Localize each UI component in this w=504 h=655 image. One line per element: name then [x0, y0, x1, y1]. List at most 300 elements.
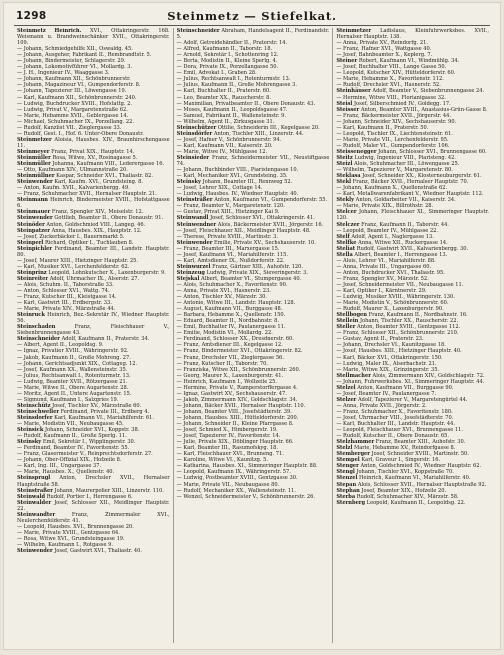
entry-details: Anton, Goldschmied IV., Wiedner Hauptstr. 62. — [360, 463, 482, 470]
entry-surname: Stelcer — [336, 209, 357, 216]
entry-details: Ladislaus, Kleinfuhrwerksbes. XVII., Hernalser Hauptstr. 138. — [336, 28, 490, 41]
entry-details: Richard, Optiker I., Tuchlauben 8. — [44, 239, 134, 246]
entry-details: Johanna, Kaufmann VIII., Lederergasse 16. — [52, 161, 165, 168]
entry-details: — Franz, Bindermeister XVI., Ottakringerstr. 82. — [176, 348, 303, 355]
entry-details: — Johann, Fuhrwerksbes. XI., Simmeringer Hauptstr. 44. — [336, 378, 485, 385]
entry-details: — Franz, Amtsdiener III., Kegelgasse 12. — [176, 342, 283, 349]
entry-surname: Steinsdörfer — [176, 130, 213, 137]
entry-details: — Emil, Advokat I., Graben 28. — [176, 70, 257, 77]
directory-entry — [177, 28, 330, 40]
entry-surname: Stejskal — [176, 275, 200, 282]
entry-details: Johann, Tischler XVI., Koppstraße 70. — [356, 469, 454, 476]
entry-surname: Steinmann — [17, 197, 49, 204]
entry-details: Heinrich, Kaufmann VI., Mariahilferstr. 40. — [359, 475, 471, 482]
entry-details: Franz, Fleischhauer V., Siebenbrunnengasse 43. — [17, 324, 170, 337]
entry-details: — Johann, Beamter VIII., Josefstädterstr. 39. — [176, 408, 292, 415]
entry-surname: Steller — [336, 324, 356, 331]
entry-details: — Franz, Bäckermeister XVII., Jörgerstr. 44. — [336, 112, 451, 119]
entry-surname: Stenger — [336, 463, 359, 470]
entry-details: Anton, Goldarbeiter VII., Kaiserstr. 34. — [355, 197, 456, 204]
entry-details: — Dora, Private IX., Porzellangasse 50. — [176, 64, 279, 71]
entry-surname: Stelzhammer — [336, 439, 375, 446]
entry-details: Heinrich, Bez.-Sekretär IV., Wiedner Hauptstr. 56. — [17, 312, 170, 325]
entry-surname: Steinschütz — [17, 402, 51, 409]
entry-surname: Steinsdorfer — [17, 415, 53, 421]
entry-details: — Rudolf, Kutscher II., Obere Donaustr. 65. — [336, 433, 449, 440]
entry-details: Gottlieb, Beamter II., Obere Donaustr. 91. — [54, 215, 164, 222]
entry-details: Alois, Schuhmacher III., Löwengasse 25. — [354, 161, 460, 168]
entry-details: — Wilhelm, Tapezierer V., Margaretenstr. 80. — [336, 167, 453, 174]
directory-entry — [177, 155, 330, 167]
entry-details: Josef, Schneider XX., Klosterneuburgerstr. 61. — [362, 173, 482, 180]
entry-surname: Steinperl — [17, 239, 44, 246]
entry-details: — Ludwig, Maler IX., Alserbachstr. 21. — [336, 360, 437, 367]
entry-details: — Franziska, Witwe XII., Schönbrunnerstr. 260. — [176, 366, 301, 373]
entry-details: Rudolf, Schuhmacher XIV., Märzstr. 58. — [356, 493, 459, 500]
entry-surname: Steinwald — [17, 493, 46, 500]
entry-details: — Karl, Buchhalter III., Landstr. Hauptstr. 44. — [336, 421, 455, 428]
entry-details: — Josef, Tapezierer IV., Favoritenstr. 14. — [176, 433, 281, 440]
entry-details: Karl, Graveur I., Singerstr. 16. — [361, 457, 441, 464]
entry-details: — Antonie, Witwe III., Landstr. Hauptstr. 128. — [176, 300, 296, 307]
entry-details: — Michael, Schuhmacher IX., Porzellang. 22. — [17, 118, 134, 125]
directory-entry — [17, 500, 170, 512]
column-2 — [173, 28, 333, 643]
entry-surname: Stellmacher — [336, 372, 371, 379]
column-3 — [332, 28, 492, 643]
entry-details: — Josef, Schneidermeister VII., Neubaugasse 11. — [336, 281, 464, 288]
entry-details: — Therese, Private XVIII., Martinstr. 3. — [176, 233, 278, 240]
entry-details: XVI., Ottakringerstr. 168. Weismann u. Brandweinschänker XVII., Ottakringerstr. 109. — [17, 28, 170, 47]
entry-details: — Ferdinand, Beamter IV., Favoritenstr. 55. — [17, 445, 130, 452]
directory-entry — [336, 28, 489, 40]
entry-details: — Marie, Private XIV., Märzstraße 44. — [17, 306, 116, 313]
entry-details: — Leopold, Kaufmann IX., Währingerstr. 57. — [176, 469, 291, 476]
entry-details: — Hermine, Private V., Ramperstorffergasse 4. — [176, 384, 298, 391]
entry-details: — Anna, Private XVII., Jörgerstr. 2. — [336, 402, 427, 409]
entry-details: — Alois, Lehrer VI., Mariahilferstr. 88. — [336, 257, 436, 264]
entry-details: Franz, Privat XIX., Hauptstr. 14. — [51, 148, 135, 155]
directory-entry — [177, 494, 330, 500]
entry-details: — Johann, Ausgeher, Fabrikant II., Rembrandtstr. 5. — [17, 52, 152, 59]
entry-details: — Johann, Ober-Offizial XIX., Hofzeile 8. — [17, 457, 122, 464]
entry-details: — Anton, Tischler XV., Märzstr. 30. — [176, 294, 267, 301]
entry-details: — August, Kaufmann VII., Burggasse 48. — [176, 306, 283, 313]
entry-details: Johann, Beamter III., Rennweg 52. — [202, 179, 293, 186]
entry-details: — Georg, Maurer X., Laxenburgerstr. 41. — [176, 372, 284, 379]
entry-details: Rudolf, Gastwirt XVII., Kalvarienbergg. 30. — [356, 245, 469, 252]
entry-details: — Leopold, Hausbes. XVI., Brunnengasse 20. — [17, 523, 134, 530]
entry-details: Ludwig, Ingenieur VIII., Piaristeng. 42. — [354, 154, 456, 161]
entry-surname: Steinmeyer — [17, 148, 50, 155]
entry-details: — Karl, Bäcker XVI., Ottakringerstr. 150. — [336, 354, 443, 361]
directory-columns — [14, 28, 492, 643]
directory-entry — [17, 475, 170, 487]
entry-details: Rosa, Witwe, XV., Rosinagasse 5. — [52, 154, 138, 161]
entry-surname: Stenzel — [336, 475, 358, 482]
entry-details: Alois, Zimmermann XIV., Goldschlagstr. 72. — [372, 372, 485, 379]
directory-entry — [336, 209, 489, 221]
entry-details: — Heinrich, Kaufmann I., Wollzeile 25. — [176, 378, 278, 385]
entry-details: Alois, Bäckermeister XVII., Jörgerstr. 16. — [217, 221, 324, 228]
entry-details: — Anton, Buchdrucker XVI., Thaliastr. 95. — [336, 269, 445, 276]
entry-details: Alois, Schlosser XVII., Hernalser Hauptstraße 92. — [357, 481, 487, 488]
entry-details: — Rosa, Witwe XVI., Grundsteingasse 19. — [17, 535, 125, 542]
entry-details: — Julius, Rechtsanwalt I., Rotenturmstr. 13. — [17, 372, 131, 379]
entry-details: Johann, Maurerpolier XIII., Linzerstr. 110. — [54, 487, 164, 494]
entry-details: Johann, Fleischhauer XI., Simmeringer Hauptstr. 120. — [336, 209, 490, 222]
entry-details: — Franz, Schuhmacher X., Favoritenstr. 180. — [336, 408, 453, 415]
entry-details: Anna, Witwe XII., Ruckergasse 14. — [358, 239, 448, 246]
entry-details: — Rudolf, Kanzlist VII., Zieglergasse 33. — [17, 124, 122, 131]
entry-surname: Steinwalder — [17, 499, 52, 506]
entry-surname: Steiner — [336, 58, 358, 65]
entry-surname: Steinwandl — [176, 215, 209, 222]
entry-details: — Johann, Hausbes. XIII., Hütteldorferstr. 200. — [176, 415, 299, 421]
directory-entry — [17, 512, 170, 524]
entry-details: — Jakob, Kaufmann II., Große Mohreng. 27. — [17, 354, 131, 361]
entry-details: — Karl, Kaufmann II., Praterstr. 50. — [336, 124, 429, 131]
entry-surname: Steinwender — [17, 215, 53, 222]
entry-details: Johann, Schlosser XVI., Brunnengasse 60. — [378, 148, 487, 155]
entry-details: Franz, Gärtner XIII., Auhofstr. 120. — [212, 263, 304, 270]
entry-details: — Moritz, Agent II., Untere Augartenstr. 15. — [17, 390, 132, 397]
entry-details: — Johann, Schneider II., Kleine Pfarrgasse 8. — [176, 421, 294, 428]
entry-details: Franz, Spengler XIV., Meiselstr. 12. — [51, 209, 144, 216]
entry-details: Adolf, Kaufmann II., Praterstr. 34. — [61, 336, 150, 343]
entry-details: Kaspar, Schneider XVI., Thaliastr. 82. — [56, 173, 153, 180]
entry-details: — Franz, Beamter III., Marxergasse 15. — [176, 245, 280, 252]
entry-details: — Johann, Buchbinder VIII., Piaristengasse 10. — [176, 167, 299, 174]
entry-details: — Josef, Beamter IV., Paulanergasse 7. — [336, 390, 437, 397]
entry-details: — Johann, Lokomotivführer VI., Mollardg. 3. — [17, 64, 133, 71]
entry-surname: Stekl — [336, 179, 352, 186]
entry-details: — Josef, Hafner V., Schönbrunnerstr. 94. — [176, 136, 282, 143]
entry-details: — Johann, Bäcker XVII., Hernalser Hauptstr. 110. — [176, 402, 306, 409]
entry-details: — Franz, Schlosser XII., Schönbrunnerstr. 210. — [336, 330, 459, 337]
entry-details: — Leo, Beamter XX., Rauscherstr. 8. — [176, 94, 272, 101]
entry-details: — Julius, Rechtsanwalt I., Rotenturmstr. 13. — [176, 76, 291, 83]
entry-details: — Karl, Musiker XVI., Lerchenfelderstr. 62. — [17, 263, 130, 270]
entry-surname: Steinwendner — [176, 221, 217, 228]
entry-details: — Marie, Private VII., Neubaugasse 80. — [176, 481, 280, 488]
entry-details: — Alois, Schuhm. II., Taborstraße 33. — [17, 281, 114, 288]
entry-surname: Steinschneider — [176, 28, 220, 34]
entry-surname: Stellbogen — [336, 312, 367, 319]
entry-details: Rudolf, Portier I., Herrengasse 6. — [46, 493, 133, 500]
entry-details: Josef, Silberschmied IV., Goldegg. 17. — [353, 100, 451, 107]
entry-surname: Steisser — [336, 106, 360, 113]
entry-details: Marie, Hebamme XV., Reindorfgasse 8. — [354, 445, 456, 452]
entry-details: — Leopold, Fleischhauer XVI., Brunnengasse 11. — [336, 427, 463, 434]
directory-entry — [17, 324, 170, 336]
entry-details: — Marie, Modistin VII., Neubaugasse 45. — [17, 421, 124, 428]
entry-details: Franz, Kaufmann II., Taborstr. 44. — [361, 221, 449, 228]
entry-details: — Franz, Beamter V., Margaretenstr. 120. — [176, 203, 285, 210]
entry-details: — Josef, Buchhalter VIII., Lange Gasse 50. — [336, 64, 447, 71]
entry-details: — Anton, Schlosser XVI., Wattg. 74. — [17, 288, 110, 295]
entry-details: Anton, Kaufmann VII., Burggasse 90. — [357, 384, 454, 391]
entry-details: — Samuel, Fabrikant II., Wallensteinstr. 9. — [176, 112, 287, 119]
entry-details: — Johann, Tapezierer III., Löwengasse 19. — [17, 88, 127, 95]
entry-details: — Karl, Mechaniker XVI., Grundsteing. 35. — [176, 173, 288, 180]
entry-details: — Josef, Kaufmann VI., Mariahilferstr. 115. — [176, 251, 289, 258]
entry-surname: Stelfke — [336, 239, 357, 246]
directory-entry — [17, 137, 170, 149]
entry-surname: Steinpichler — [17, 245, 53, 252]
entry-details: — Rudolf, Maler VI., Gumpendorferstr. 106. — [336, 142, 450, 149]
entry-details: — Otto, Kaufmann XIV., Ullmannstraße 20. — [17, 167, 128, 174]
entry-details: — Johann, Bindermeister, Schlagerstr. 29. — [17, 58, 126, 65]
entry-details: — Leopold, Beamter IV., Mühlgasse 22. — [336, 227, 439, 234]
entry-details: — Karl, Kaufmann XII., Schönbrunnerstr. 240. — [17, 94, 137, 101]
entry-details: Josef, Schlosser XII., Meidlinger Hauptstr. 22. — [17, 499, 170, 512]
entry-details: Anton, Kaufmann VI., Gumpendorferstr. 55. — [214, 197, 328, 204]
entry-details: — Franz, Glasermeister V., Reinprechtsdorferstr. 27. — [17, 451, 153, 458]
entry-surname: Steinschützer — [176, 124, 217, 131]
entry-surname: Steinsick — [17, 427, 44, 434]
entry-details: Albert, Beamter VI., Stumpergasse 40. — [201, 275, 302, 282]
entry-surname: Stellein — [336, 318, 359, 325]
entry-details: — Alois, Schuhmacher X., Favoritenstr. 90. — [176, 281, 288, 288]
entry-details: — Marie, Witwe IV., Mühlgasse 12. — [176, 148, 268, 155]
entry-details: Emilie, Private XV., Sechshauserstr. 10. — [214, 239, 316, 246]
entry-details: — Karl, Gastwirt III., Erdbergstr. 33. — [17, 300, 112, 307]
entry-details: — Rudolf, Gest. I., Hof. 6. Unter-Obere Donaustr. — [17, 130, 144, 137]
entry-details: Josef, Tischler XV., Märzstraße 60. — [52, 402, 142, 409]
entry-surname: Steinwandter — [17, 511, 56, 518]
entry-details: — Katharina, Hausbes. XI., Simmeringer Hauptstr. 88. — [176, 463, 318, 470]
column-1 — [14, 28, 173, 643]
entry-details: Leopold, Lohnkutscher X., Laxenburgerstr. 9. — [48, 269, 166, 276]
entry-details: — Ludwig, Buchdrucker XVIII., Hofstattg. 2. — [17, 100, 133, 107]
directory-page — [4, 3, 500, 649]
entry-surname: Stempel — [336, 457, 360, 464]
entry-surname: Steinwurzel — [176, 263, 211, 270]
entry-details: — Johann, Gerichtsadjunkt XIX., Cottageg. 12. — [17, 360, 138, 367]
entry-details: Adolf, Beamter V., Siebenbrunnengasse 24. — [372, 88, 485, 95]
entry-details: — Arnold, Sekretär I., Schottenring 12. — [176, 52, 279, 59]
entry-details: — Julius, Kaufmann II., Große Mohrengasse 3. — [176, 82, 297, 89]
entry-details: Emil, Sekretär I., Wipplingerstr. 30. — [42, 439, 136, 446]
entry-details: — Rudolf, Maurer X., Laxenburgerstr. 90. — [336, 306, 444, 313]
entry-details: Abraham, Handelsagent II., Ferdinandstr. 5. — [176, 28, 330, 41]
entry-details: — Hermine, Witwe VIII., Florianigasse 32. — [336, 94, 446, 101]
entry-surname: Steinprinz — [17, 269, 47, 276]
entry-details: Heinrich, Bindermeister XVIII., Hofstattgasse 6. — [17, 197, 170, 210]
entry-details: — Josef, Bahnbeamter X., Keplerg. 7. — [336, 52, 433, 59]
entry-details: — Marie, Private XIX., Billrothstr. 28. — [336, 203, 434, 210]
entry-details: Josef, Schlosser XVI., Ottakringerstr. 41. — [210, 215, 315, 222]
entry-details: — Marie, Private XVIII., Gentzgasse 64. — [17, 529, 120, 536]
entry-details: — Alfred, Kaufmann II., Taborstr. 18. — [176, 46, 273, 53]
entry-details: — Josef, Fleischhauer XII., Meidlinger Hauptstr. 48. — [176, 227, 311, 234]
entry-details: — Moses, Kaufmann II., Leopoldsgasse 47. — [176, 106, 288, 113]
entry-surname: Stelzl — [336, 445, 353, 452]
directory-entry — [17, 246, 170, 258]
entry-surname: Steinschweller — [17, 408, 60, 415]
entry-details: Karl, Kaufm. XVI., Grundsteing. 8. — [54, 179, 144, 186]
entry-details: — Leopold, Kutscher XIV., Hütteldorferstr. 60. — [336, 70, 456, 77]
entry-details: — Wilhelm, Agent II., Zirkusgasse 31. — [176, 118, 275, 125]
entry-details: — Franz, Schuhmacher XVII., Hernalser Hauptstr. 21. — [17, 191, 157, 198]
entry-details: — Marie, Hebamme XVII., Geblergasse 14. — [17, 112, 129, 119]
entry-surname: Stepan — [336, 481, 357, 488]
entry-surname: Steinschneider — [17, 336, 60, 343]
entry-details: Johann, Tischler XX., Rauscherstr. 22. — [360, 318, 459, 325]
entry-details: Josef, Gastwirt XVI., Thaliastr. 40. — [54, 548, 142, 555]
entry-details: — Gustav, Privat XIII., Hietzinger Kai 9. — [176, 209, 280, 216]
entry-details: — Ludwig, Hausbes. IV., Wiedner Hauptstr. 40. — [176, 191, 299, 198]
entry-details: — Johann, Drechsler VI., Kaunitzgasse 18. — [336, 342, 446, 349]
entry-surname: Steinsky — [17, 439, 42, 446]
entry-details: Karl, Kaufmann VI., Mariahilferstr. 61. — [54, 415, 155, 421]
entry-details: Franz, Kaufmann II., Nordbahnstr. 16. — [368, 312, 468, 319]
entry-details: — Emilie, Modistin VI., Mollardg. 22. — [176, 330, 273, 337]
entry-surname: Stelf — [336, 233, 350, 240]
running-title: Steinmetz — Stiefelkat. — [167, 9, 337, 23]
entry-surname: Steizl — [336, 161, 353, 168]
entry-details: — Rudolf, Drechsler XVI., Hasnerstr. 52. — [336, 82, 441, 89]
entry-surname: Steklasa — [336, 173, 361, 180]
entry-details: — Wilhelm, Kaufmann I., Rotgasse 9. — [17, 541, 114, 548]
entry-surname: Stella — [336, 251, 353, 258]
entry-details: — Franz, Kutscher III., Kleistgasse 14. — [17, 294, 117, 301]
entry-details: — Marie, Witwe II., Obere Augartenstr. 28. — [17, 384, 129, 391]
entry-surname: Steinzeug — [176, 269, 205, 276]
entry-details: — Karl, Metallwarenfabrikant V., Wiedner Hauptstr. 112. — [336, 191, 484, 198]
entry-details: Ferdinand, Beamter III., Landstr. Hauptstr. 80. — [17, 245, 170, 258]
entry-surname: Steinmüller — [17, 161, 51, 168]
page-header — [14, 9, 490, 26]
entry-surname: Steinsky — [176, 179, 201, 186]
directory-entry — [17, 548, 170, 554]
entry-surname: Steinmetzer — [17, 136, 52, 143]
entry-surname: Steinsieder — [176, 154, 210, 161]
entry-details: — J. H., Ingenieur IV., Waaggasse 3. — [17, 70, 110, 77]
entry-details: Ottilie, Schneiderin III., Kegelgasse 20. — [217, 124, 320, 131]
entry-details: Franz, Beamter XIII., Auhofstr. 30. — [375, 439, 466, 446]
directory-entry — [17, 312, 170, 324]
entry-surname: Steisl — [336, 100, 353, 107]
entry-surname: Steinwender — [176, 239, 213, 246]
entry-details: Josef, Schneider XVIII., Martinstr. 50. — [371, 451, 469, 458]
entry-surname: Steinstraßer — [17, 487, 53, 494]
entry-details: Adolf, Uhrmacher IX., Alserstr. 27. — [49, 275, 140, 282]
entry-surname: Steinsträßer — [176, 197, 213, 204]
entry-details: Ferdinand, Private III., Erdberg 4. — [60, 408, 150, 415]
entry-details: — Leopold, Tischler IX., Liechtensteinstr. 61. — [336, 130, 453, 137]
entry-details: — Karl, Beamter III., Rasumofskyg. 18. — [176, 445, 279, 452]
entry-surname: Steinöder — [17, 221, 45, 228]
entry-details: — Adolf, Getreidehändler II., Praterstr. 14. — [176, 40, 288, 47]
entry-surname: Stelczer — [336, 221, 360, 228]
entry-details: Anton, Beamter XVIII., Gentzgasse 112. — [357, 324, 461, 331]
entry-surname: Steinruck — [17, 312, 45, 319]
entry-details: — Marie, Hausbes. X., Quellenstr. 40. — [17, 469, 115, 476]
entry-details: — Gustav, Agent II., Praterstr. 23. — [336, 336, 424, 343]
entry-details: — Ludwig, Beamter XVII., Rötzergasse 21. — [17, 378, 128, 385]
entry-details: — Marie, Witwe XIX., Grinzingerstr. 35. — [336, 366, 440, 373]
entry-details: Franz, Schneidermeister VII., Neustiftgasse 74. — [176, 154, 330, 168]
entry-details: — Eduard, Beamter II., Nordbahnstr. 8. — [176, 318, 279, 325]
entry-details: — Marie, Private VII., Lerchenfelderstr. 95. — [336, 136, 449, 143]
page-number: 1298 — [16, 10, 47, 22]
entry-surname: Steinwender — [17, 179, 53, 186]
entry-details: — Anna, Private III., Ungargasse 60. — [336, 263, 432, 270]
entry-details: — Albert, Agent II., Leopoldsg. 9. — [17, 342, 104, 349]
entry-details: — Ludwig, Privat V., Margaretenstraße 62. — [17, 106, 128, 113]
entry-details: Josef, Beamter XIX., Hofzeile 20. — [361, 487, 447, 494]
entry-details: — Wenzel, Schneidermeister V., Schönbrunnerstr. 26. — [176, 493, 316, 500]
entry-surname: Stephan — [336, 487, 360, 494]
entry-details: — Anna, Private XV., Reindorfg. 21. — [336, 40, 428, 47]
entry-details: — Rudolf, Kaufmann II., Große Sperlg. 11. — [17, 433, 127, 440]
entry-details: — Franz, Drechsler VII., Zieglergasse 56. — [176, 354, 284, 361]
entry-details: — Johann, Magazineur VI., Gumpendorferstr. 8. — [17, 82, 141, 89]
entry-details: — Josef, Zuckerbäcker I., Bauernmarkt 5. — [17, 233, 125, 240]
entry-details: Adolf, Agent I., Naglergasse 13. — [351, 233, 434, 240]
entry-surname: Stelzel — [336, 384, 356, 391]
entry-surname: Steissenegger — [336, 148, 377, 155]
entry-details: — Josef, Maurer XIII., Hietzinger Hauptstr. 25. — [17, 257, 138, 264]
entry-details: — Josef, Lehrer XIX., Cottage 14. — [176, 185, 263, 192]
entry-surname: Steinpatzer — [17, 227, 50, 234]
entry-details: — Maximilian, Privatbeamter II., Obere Donaustr. 43. — [176, 100, 316, 107]
entry-surname: Steinmetz Heinrich. — [17, 28, 82, 34]
entry-details: — Josef, Kaufmann XX., Wallensteinstr. 35. — [17, 366, 128, 373]
entry-details: — Ludwig, Postbeamter XVIII., Gentzgasse 30. — [176, 475, 298, 482]
entry-details: Anna, Hausbes. XIX., Hauptstr. 12. — [51, 227, 142, 234]
entry-details: — Rudolf, Mechaniker XX., Wallensteinstr. 11. — [176, 487, 296, 494]
entry-details: — Josef, Hausbes. XIII., Hietzinger Hauptstr. 40. — [336, 348, 462, 355]
entry-details: — Johann, Schneider XIV., Sechshauserstr. 90. — [336, 118, 457, 125]
entry-details: Anton, Drechsler XVII., Hernalser Hauptstraße 58. — [17, 475, 170, 488]
entry-surname: Stelzer — [336, 396, 357, 403]
entry-details: Anton, Beamter XVIII., Anastasius-Grün-Gasse 8. — [360, 106, 488, 113]
entry-details: — Franz, Kutscher II., Taborstr. 70. — [176, 360, 268, 367]
entry-details: Franz, Bäcker XVII., Hernalser Hauptstr. 70. — [352, 179, 469, 186]
entry-surname: Stekly — [336, 197, 355, 204]
entry-surname: Steinwender — [17, 548, 53, 555]
entry-details: — Karl, Kaufmann VII., Kaiserstr. 20. — [176, 142, 273, 149]
entry-details: — Anton, Kaufm. XVII., Kalvarienbergg. 49. — [17, 185, 130, 192]
entry-details: — Julie, Private XIX., Döblinger Hauptstr. 66. — [176, 439, 294, 446]
entry-details: — Josef, Schmied X., Himbergerstr. 19. — [176, 427, 278, 434]
entry-details: — Franz, Hafner XVI., Wattgasse 40. — [336, 46, 432, 53]
entry-surname: Steliat — [336, 245, 356, 252]
entry-details: — Karoline, Witwe VI., Kaunitzg. 5. — [176, 457, 269, 464]
entry-surname: Steinschaden — [17, 324, 56, 331]
entry-surname: Steinreiter — [17, 275, 49, 282]
entry-details: Johann, Schneider XVI., Koppstr. 38. — [44, 427, 140, 434]
entry-details: — Berta, Modistin II., Kleine Sperlg. 4. — [176, 58, 278, 65]
entry-details: — Ignaz, Privatier XVIII., Währingerstr. 92. — [17, 348, 129, 355]
entry-surname: Sternberg — [336, 499, 366, 506]
entry-details: — Johann, Kaufmann X., Quellenstraße 62. — [336, 185, 448, 192]
entry-details: — Karl, Ing. III., Ungargasse 37. — [17, 463, 102, 470]
entry-details: — Sigmund, Kaufmann I., Salzgries 19. — [17, 396, 119, 403]
entry-details: — Jakob, Zimmermann XIV., Goldschlagstr. 34. — [176, 396, 298, 403]
entry-details: — Karl, Buchhalter II., Praterstr. 60. — [176, 88, 271, 95]
entry-details: Adolf, Tapezierer V., Margaretengürtel 44. — [358, 396, 468, 403]
entry-details: — Ignaz, Gastwirt XV., Sechshauserstr. 47. — [176, 390, 287, 397]
directory-entry — [17, 197, 170, 209]
entry-surname: Steinmetzer — [336, 28, 372, 34]
entry-details: — Johann, Schmiedgehilfe XII., Oswaldg. 45. — [17, 46, 133, 53]
entry-details: — Franz, Spengler XV., Märzstr. 52. — [336, 275, 429, 282]
entry-details: Ludwig, Private XIX., Sieveringerstr. 3. — [206, 269, 308, 276]
